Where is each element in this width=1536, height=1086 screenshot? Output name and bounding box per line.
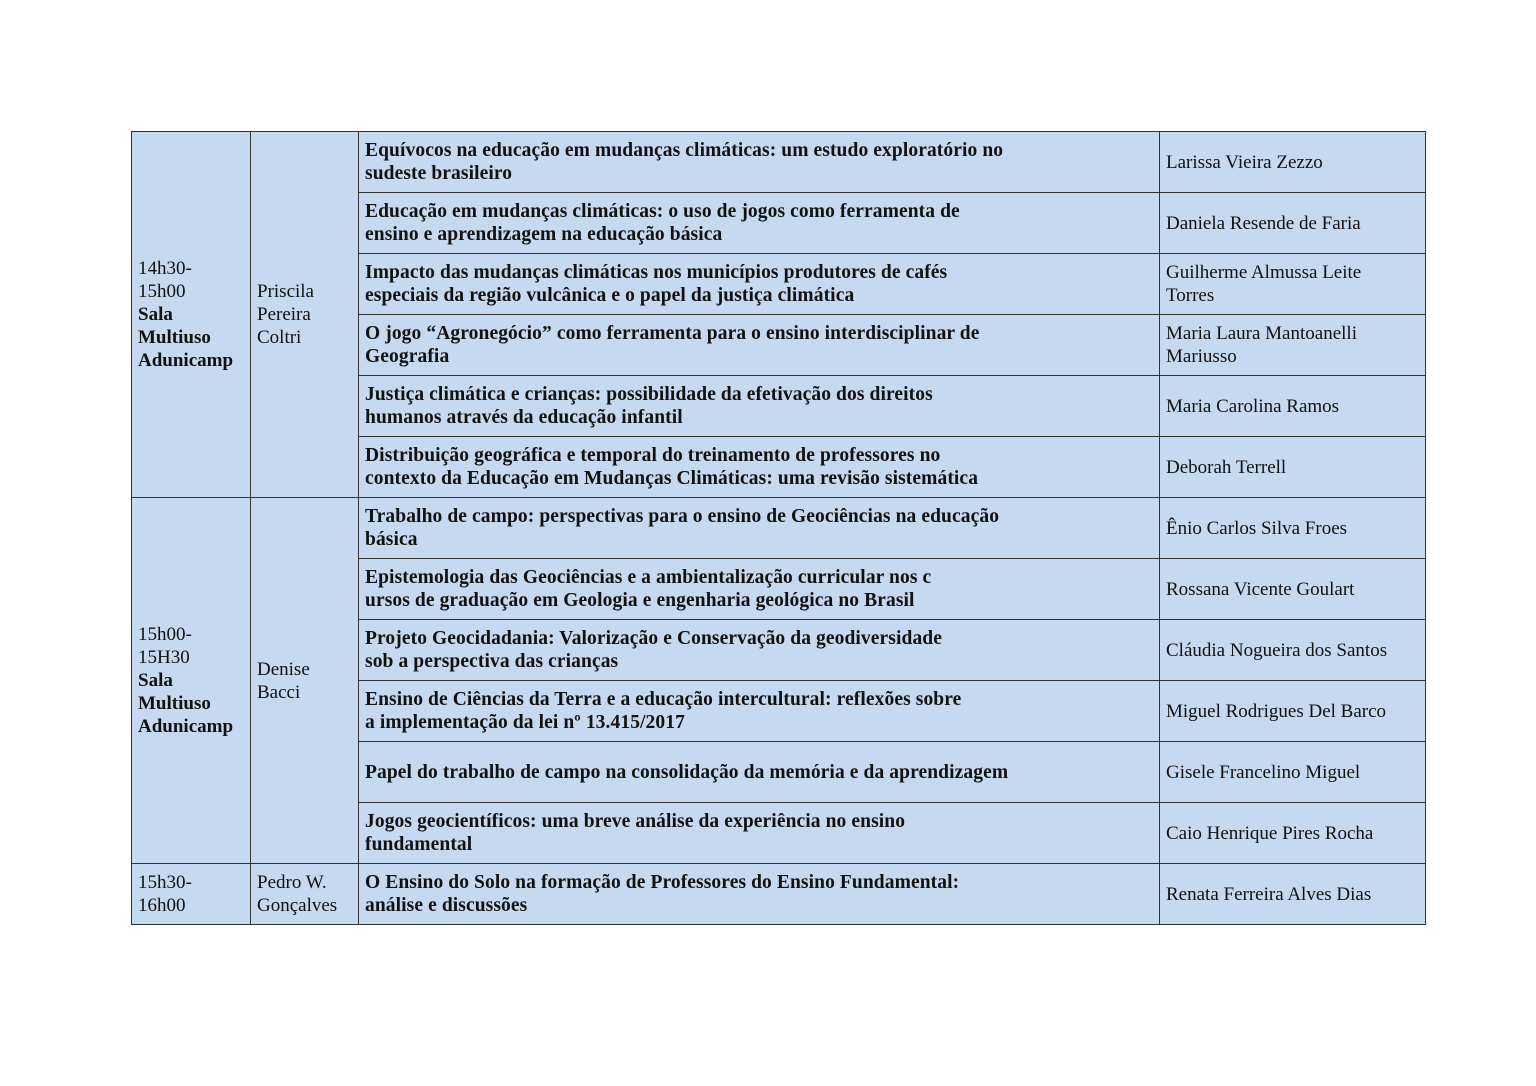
talk-title: [359, 498, 1160, 559]
talk-author-line: Deborah Terrell: [1166, 456, 1287, 478]
talk-author: [1160, 803, 1426, 864]
table-row: [132, 132, 1426, 193]
session-chair: Priscila: [257, 281, 314, 302]
talk-author-line: Miguel Rodrigues Del Barco: [1166, 700, 1387, 722]
session-chair: Pereira: [257, 304, 311, 325]
session-chair-cell: [251, 498, 359, 864]
talk-title: [359, 742, 1160, 803]
session-time-cell: [132, 132, 251, 498]
talk-author: [1160, 742, 1426, 803]
session-chair: Pedro W.: [257, 872, 327, 893]
talk-title-line: Educação em mudanças climáticas: o uso de jogos como ferramenta de: [365, 201, 960, 222]
talk-author: [1160, 498, 1426, 559]
table-row: [132, 864, 1426, 925]
session-time: 15h30-: [138, 872, 192, 893]
session-time-cell: [132, 864, 251, 925]
talk-title-line: Equívocos na educação em mudanças climáticas: um estudo exploratório no: [365, 140, 1004, 161]
talk-title-line: Distribuição geográfica e temporal do treinamento de professores no: [365, 445, 941, 466]
talk-author-line: Torres: [1166, 285, 1215, 306]
talk-title-line: Ensino de Ciências da Terra e a educação intercultural: reflexões sobre: [365, 689, 962, 710]
session-chair: Bacci: [257, 681, 301, 703]
talk-title: [359, 681, 1160, 742]
talk-title-line: Jogos geocientíficos: uma breve análise da experiência no ensino: [365, 811, 906, 832]
schedule-body: [132, 132, 1426, 925]
talk-author-line: Guilherme Almussa Leite: [1166, 262, 1362, 283]
talk-title-line: Impacto das mudanças climáticas nos municípios produtores de cafés: [365, 262, 948, 283]
session-time-cell: [132, 498, 251, 864]
talk-title-line: O Ensino do Solo na formação de Professores do Ensino Fundamental:: [365, 872, 960, 893]
session-time: 15h00: [138, 281, 186, 302]
talk-title-line: básica: [365, 529, 418, 550]
talk-title: [359, 437, 1160, 498]
talk-author-line: Gisele Francelino Miguel: [1166, 761, 1361, 783]
talk-author-line: Daniela Resende de Faria: [1166, 212, 1361, 234]
talk-title-line: ensino e aprendizagem na educação básica: [365, 224, 723, 245]
session-room: Multiuso: [138, 693, 211, 714]
talk-author: [1160, 376, 1426, 437]
table-row: [132, 498, 1426, 559]
talk-author: [1160, 437, 1426, 498]
talk-title-line: Epistemologia das Geociências e a ambientalização curricular nos c: [365, 567, 932, 588]
talk-title-line: Justiça climática e crianças: possibilidade da efetivação dos direitos: [365, 384, 933, 405]
session-room: Sala: [138, 670, 173, 691]
talk-author: [1160, 620, 1426, 681]
talk-title-line: ursos de graduação em Geologia e engenharia geológica no Brasil: [365, 590, 915, 611]
talk-author-line: Maria Laura Mantoanelli: [1166, 323, 1357, 344]
talk-title: [359, 254, 1160, 315]
talk-title: [359, 193, 1160, 254]
talk-author-line: Renata Ferreira Alves Dias: [1166, 883, 1372, 905]
talk-title-line: Geografia: [365, 346, 450, 367]
session-room: Adunicamp: [138, 350, 234, 371]
talk-title-line: especiais da região vulcânica e o papel da justiça climática: [365, 285, 855, 306]
talk-author: [1160, 864, 1426, 925]
session-time: 15h00-: [138, 624, 192, 645]
session-room: Sala: [138, 304, 173, 325]
session-chair: Gonçalves: [257, 895, 338, 916]
session-chair-cell: [251, 132, 359, 498]
session-chair-cell: [251, 864, 359, 925]
talk-title: [359, 132, 1160, 193]
session-time: 15H30: [138, 647, 190, 668]
talk-title: [359, 559, 1160, 620]
session-time: 16h00: [138, 895, 186, 916]
talk-author-line: Cláudia Nogueira dos Santos: [1166, 639, 1388, 661]
talk-title-line: sob a perspectiva das crianças: [365, 651, 619, 672]
talk-title-line: contexto da Educação em Mudanças Climáticas: uma revisão sistemática: [365, 468, 979, 489]
talk-author-line: Mariusso: [1166, 346, 1237, 367]
session-time: 14h30-: [138, 258, 192, 279]
talk-title: [359, 864, 1160, 925]
talk-title-line: Papel do trabalho de campo na consolidação da memória e da aprendizagem: [365, 761, 1009, 783]
talk-author-line: Rossana Vicente Goulart: [1166, 578, 1355, 600]
talk-author: [1160, 681, 1426, 742]
session-room: Multiuso: [138, 327, 211, 348]
talk-title-line: Projeto Geocidadania: Valorização e Conservação da geodiversidade: [365, 628, 942, 649]
talk-author-line: Maria Carolina Ramos: [1166, 395, 1340, 417]
schedule-table: [131, 131, 1426, 925]
talk-author: [1160, 132, 1426, 193]
session-room: Adunicamp: [138, 716, 234, 737]
talk-title: [359, 803, 1160, 864]
talk-author: [1160, 193, 1426, 254]
talk-author: [1160, 315, 1426, 376]
talk-title: [359, 315, 1160, 376]
talk-title-line: a implementação da lei nº 13.415/2017: [365, 712, 685, 733]
session-chair: Coltri: [257, 327, 302, 348]
talk-title-line: fundamental: [365, 834, 473, 855]
talk-title-line: O jogo “Agronegócio” como ferramenta para o ensino interdisciplinar de: [365, 323, 980, 344]
talk-author: [1160, 559, 1426, 620]
talk-title-line: Trabalho de campo: perspectivas para o ensino de Geociências na educação: [365, 506, 1000, 527]
talk-author-line: Ênio Carlos Silva Froes: [1166, 517, 1348, 539]
talk-title: [359, 376, 1160, 437]
talk-author-line: Larissa Vieira Zezzo: [1166, 151, 1323, 173]
talk-title-line: humanos através da educação infantil: [365, 407, 683, 428]
talk-title-line: análise e discussões: [365, 895, 528, 916]
session-chair: Denise: [257, 658, 310, 680]
talk-title: [359, 620, 1160, 681]
talk-author: [1160, 254, 1426, 315]
talk-title-line: sudeste brasileiro: [365, 163, 513, 184]
talk-author-line: Caio Henrique Pires Rocha: [1166, 822, 1374, 844]
